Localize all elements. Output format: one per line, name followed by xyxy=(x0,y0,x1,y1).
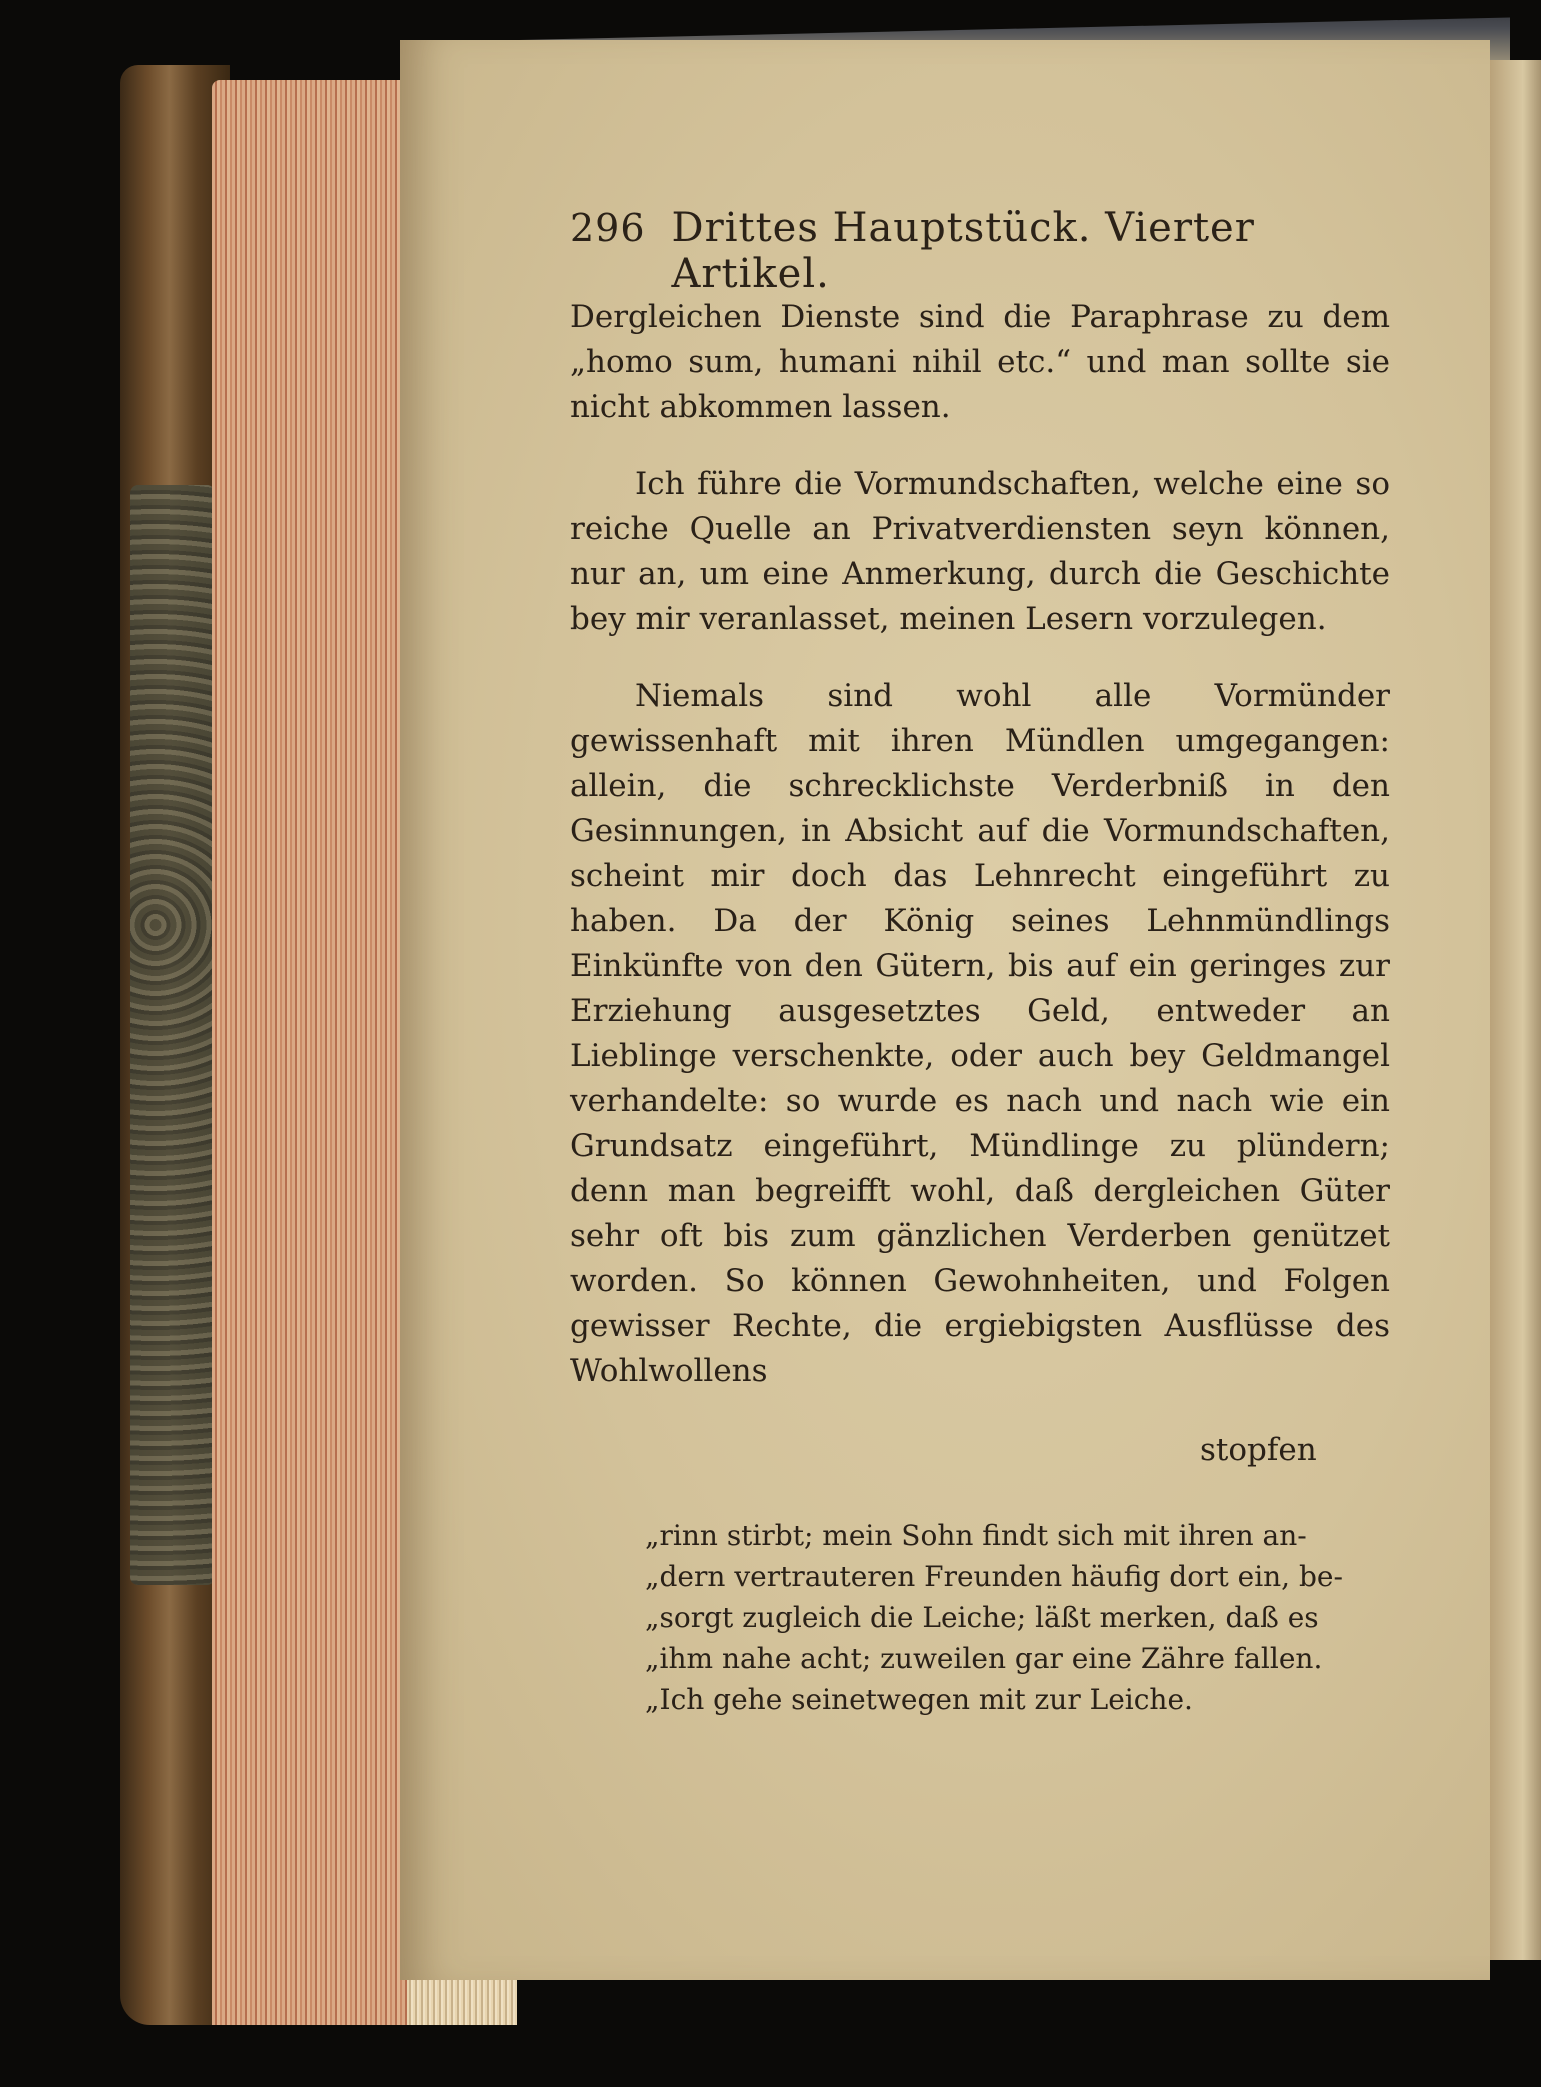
running-header xyxy=(570,205,1390,297)
body-text xyxy=(570,295,1390,1422)
footnote-line: „ihm nahe acht; zuweilen gar eine Zähre fallen. xyxy=(645,1642,1323,1675)
footnote-line: „rinn stirbt; mein Sohn findt sich mit ihren an- xyxy=(645,1519,1307,1552)
footnote-line: „dern vertrauteren Freunden häufig dort ein, be- xyxy=(645,1560,1343,1593)
cover-marbling xyxy=(130,485,215,1585)
paragraph-1: Dergleichen Dienste sind die Paraphrase zu dem „homo sum, humani nihil etc.“ und man sollte sie nicht abkommen lassen. xyxy=(570,299,1390,425)
footnote-line: „Ich gehe seinetwegen mit zur Leiche. xyxy=(645,1683,1193,1716)
paragraph-3: Niemals sind wohl alle Vormünder gewissenhaft mit ihren Mündlen umgegangen: allein, die schrecklichste Verderbniß in den Gesinnungen, in Absicht auf die Vormundschaften, scheint mir doch das Lehnrecht eingeführt zu haben. Da der König seines Lehnmündlings Einkünfte von den Gütern, bis auf ein geringes zur Erziehung ausgesetztes Geld, entweder an Lieblinge verschenkte, oder auch bey Geldmangel verhandelte: so wurde es nach und nach wie ein Grundsatz eingeführt, Mündlinge zu plündern; denn man begreifft wohl, daß dergleichen Güter sehr oft bis zum gänzlichen Verderben genützet worden. So können Gewohnheiten, und Folgen gewisser Rechte, die ergiebigsten Ausflüsse des Wohlwollens xyxy=(570,678,1390,1389)
paragraph-2: Ich führe die Vormundschaften, welche eine so reiche Quelle an Privatverdiensten seyn können, nur an, um eine Anmerkung, durch die Geschichte bey mir veranlasset, meinen Lesern vorzulegen. xyxy=(570,466,1390,637)
catchword: stopfen xyxy=(1200,1432,1317,1468)
page-number: 296 xyxy=(570,206,646,250)
header-title: Drittes Hauptstück. Vierter Artikel. xyxy=(671,205,1255,297)
right-page-edge xyxy=(1490,60,1541,1960)
footnote-line: „sorgt zugleich die Leiche; läßt merken, daß es xyxy=(645,1601,1319,1634)
footnote xyxy=(645,1515,1390,1720)
